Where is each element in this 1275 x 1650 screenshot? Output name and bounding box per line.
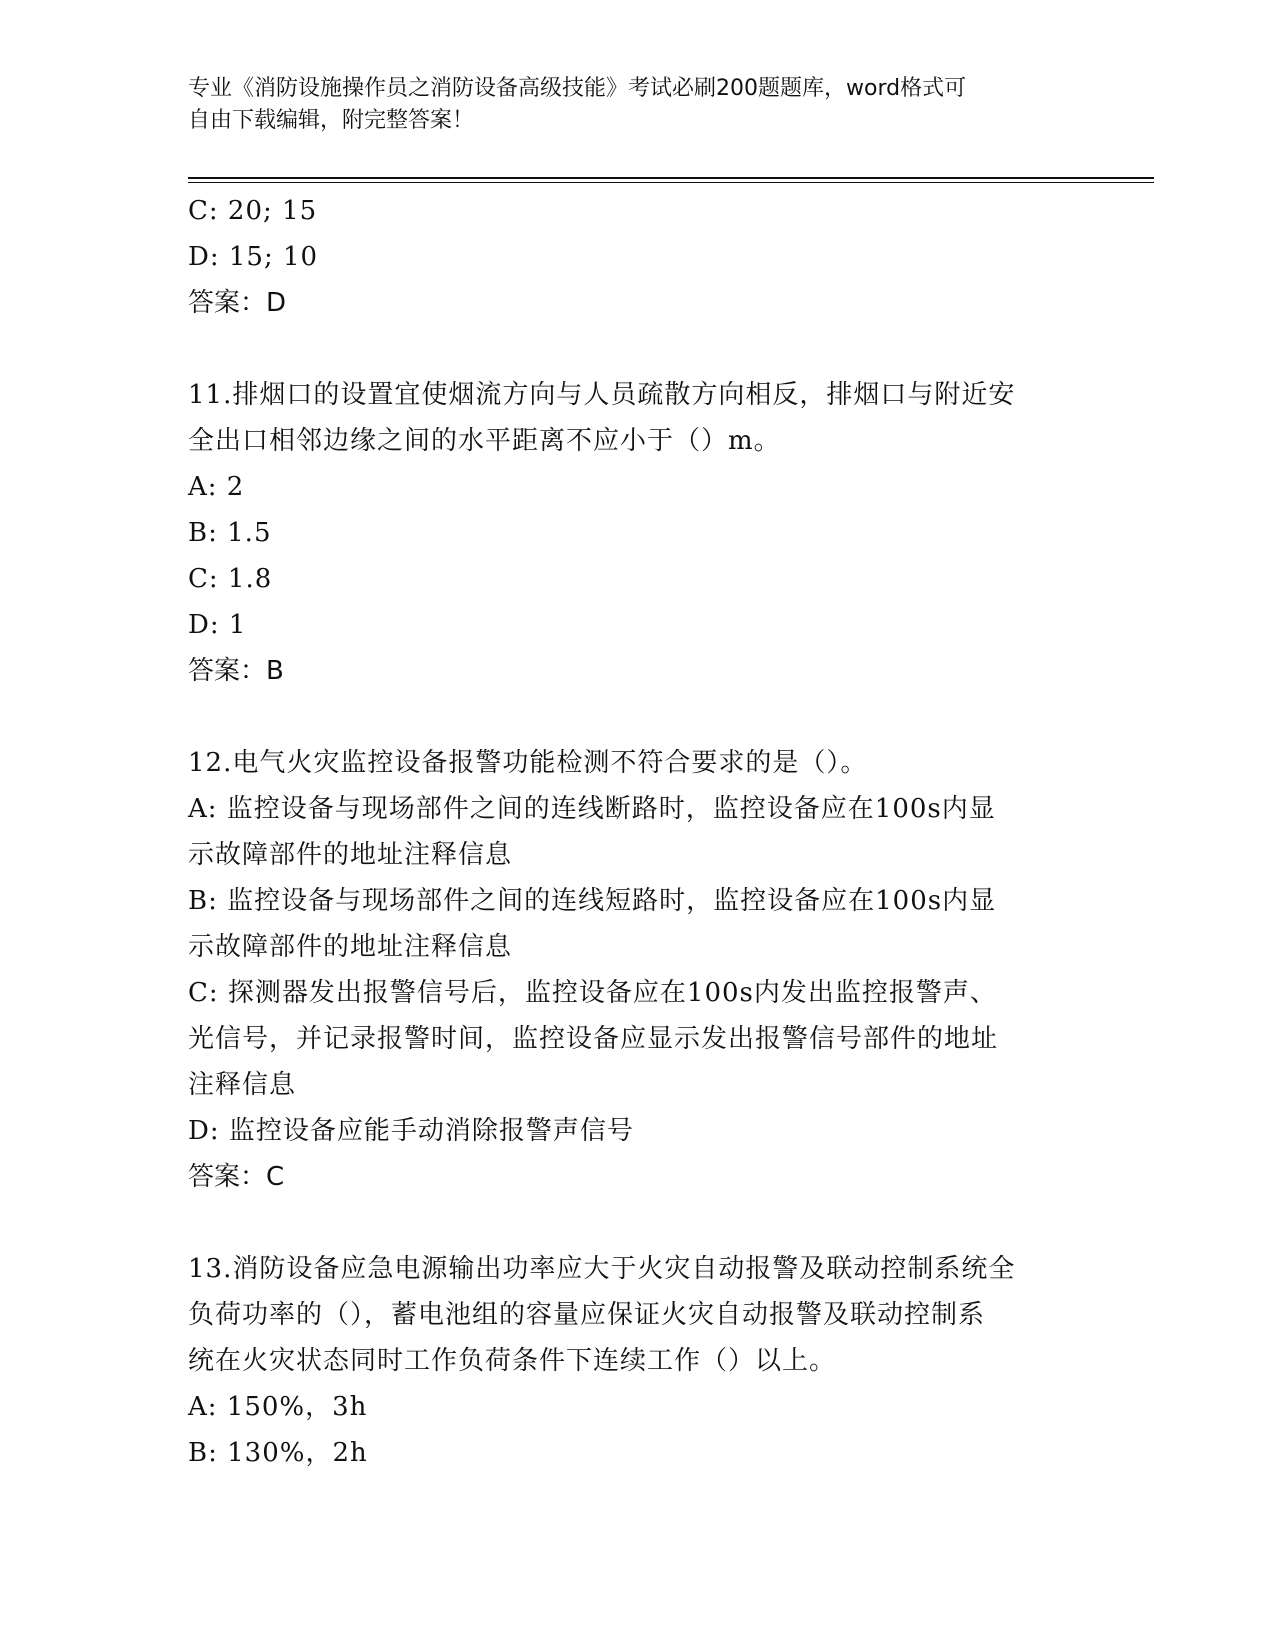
option-d: D: 监控设备应能手动消除报警声信号 — [188, 1116, 634, 1146]
option-b: B: 1.5 — [188, 518, 272, 548]
option-d: D: 1 — [188, 610, 247, 640]
spacer — [188, 694, 1088, 740]
option-a: A: 150%，3h — [188, 1392, 368, 1422]
option-c: C: 1.8 — [188, 564, 273, 594]
page-header — [188, 73, 1088, 137]
option-c: C: 探测器发出报警信号后，监控设备应在100s内发出监控报警声、 — [188, 978, 997, 1008]
option-c-continued: 光信号，并记录报警时间，监控设备应显示发出报警信号部件的地址 — [188, 1024, 999, 1054]
question-13 — [188, 1246, 1088, 1476]
question-stem-line: 统在火灾状态同时工作负荷条件下连续工作（）以上。 — [188, 1346, 837, 1376]
question-stem-line: 负荷功率的（），蓄电池组的容量应保证火灾自动报警及联动控制系 — [188, 1300, 986, 1330]
answer: 答案：D — [188, 288, 287, 318]
question-prev — [188, 188, 1088, 326]
spacer — [188, 1200, 1088, 1246]
answer: 答案：B — [188, 656, 284, 686]
option-b-continued: 示故障部件的地址注释信息 — [188, 932, 513, 962]
option-a-continued: 示故障部件的地址注释信息 — [188, 840, 513, 870]
header-line-2: 自由下载编辑，附完整答案！ — [188, 108, 475, 133]
question-11 — [188, 372, 1088, 694]
header-rule-thin — [188, 182, 1154, 183]
question-stem-line: 全出口相邻边缘之间的水平距离不应小于（）m。 — [188, 426, 781, 456]
answer: 答案：C — [188, 1162, 285, 1192]
question-12 — [188, 740, 1088, 1200]
question-stem-line: 12.电气火灾监控设备报警功能检测不符合要求的是（）。 — [188, 748, 868, 778]
question-stem-line: 13.消防设备应急电源输出功率应大于火灾自动报警及联动控制系统全 — [188, 1254, 1016, 1284]
option-d: D: 15; 10 — [188, 242, 319, 272]
header-rule-thick — [188, 177, 1154, 179]
question-stem-line: 11.排烟口的设置宜使烟流方向与人员疏散方向相反，排烟口与附近安 — [188, 380, 1016, 410]
header-line-1: 专业《消防设施操作员之消防设备高级技能》考试必刷200题题库，word格式可 — [188, 76, 967, 101]
option-c: C: 20; 15 — [188, 196, 318, 226]
option-b: B: 监控设备与现场部件之间的连线短路时，监控设备应在100s内显 — [188, 886, 997, 916]
option-a: A: 2 — [188, 472, 245, 502]
question-content — [188, 188, 1088, 1476]
spacer — [188, 326, 1088, 372]
option-b: B: 130%，2h — [188, 1438, 368, 1468]
option-a: A: 监控设备与现场部件之间的连线断路时，监控设备应在100s内显 — [188, 794, 996, 824]
option-c-continued: 注释信息 — [188, 1070, 297, 1100]
